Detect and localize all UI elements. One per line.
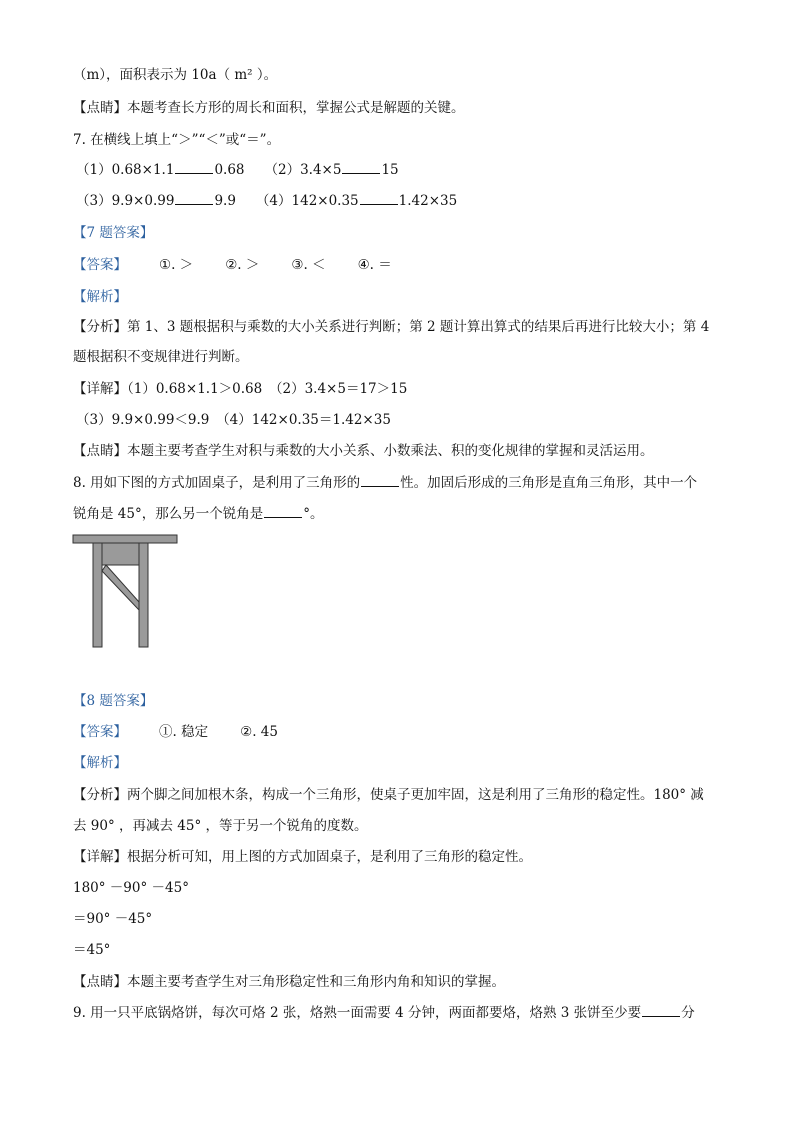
q8-text-1a: 8. 用如下图的方式加固桌子，是利用了三角形的	[73, 475, 361, 491]
q7-item-1b: 0.68	[214, 162, 245, 178]
q7-xiangjie-line-2: （3）9.9×0.99＜9.9 （4）142×0.35＝1.42×35	[76, 412, 391, 428]
q8-text-2b: °。	[303, 506, 324, 522]
q7-answer-heading: 【7 题答案】	[73, 225, 154, 241]
q8-dianjing-text: 本题主要考查学生对三角形稳定性和三角形内角和知识的掌握。	[127, 974, 505, 990]
reinforced-table-diagram	[72, 534, 178, 648]
q8-fenxi-line-2: 去 90° ，再减去 45° ，等于另一个锐角的度数。	[73, 818, 368, 834]
q9-text-a: 9. 用一只平底锅烙饼，每次可烙 2 张，烙熟一面需要 4 分钟，两面都要烙，烙熟 3 张饼至少要	[73, 1005, 642, 1021]
q8-line-1	[73, 474, 697, 492]
q7-title: 7. 在横线上填上“＞”“＜”或“＝”。	[73, 132, 281, 148]
q7-answer-1: ①. ＞	[159, 257, 194, 273]
q7-dianjing-line	[73, 442, 654, 460]
q7-fenxi-line-2: 题根据积不变规律进行判断。	[73, 349, 249, 365]
q7-item-4b: 1.42×35	[398, 193, 458, 209]
answer-tag: 【答案】	[73, 257, 127, 273]
q9-text-b: 分	[681, 1005, 695, 1021]
fenxi-tag: 【分析】	[73, 319, 127, 335]
q7-blank-3	[175, 192, 213, 205]
q7-answer-row	[73, 256, 392, 274]
dianjing-line-q6	[73, 99, 465, 117]
q8-text-1b: 性。加固后形成的三角形是直角三角形，其中一个	[400, 475, 698, 491]
q8-fenxi-text-1: 两个脚之间加根木条，构成一个三角形，使桌子更加牢固，这是利用了三角形的稳定性。180° 减	[127, 787, 704, 803]
q9-blank-1	[642, 1004, 680, 1017]
q7-answer-2: ②. ＞	[225, 257, 260, 273]
q8-answer-heading: 【8 题答案】	[73, 693, 154, 709]
q8-fenxi-line-1	[73, 786, 704, 804]
q8-answer-row	[73, 723, 278, 741]
dianjing-tag: 【点睛】	[73, 100, 127, 116]
q7-item-1a: （1）0.68×1.1	[76, 162, 175, 178]
q7-item-2b: 15	[381, 162, 399, 178]
table-top	[73, 535, 177, 543]
dianjing-text: 本题考查长方形的周长和面积，掌握公式是解题的关键。	[127, 100, 465, 116]
q8-calc-line-2: ＝90° －45°	[73, 911, 153, 927]
dianjing-tag: 【点睛】	[73, 443, 127, 459]
q7-blank-1	[175, 161, 213, 174]
q8-calc-line-1: 180° －90° －45°	[73, 880, 189, 896]
q8-dianjing-line	[73, 973, 505, 991]
xiangjie-tag: 【详解】	[73, 849, 127, 865]
q7-row-2	[76, 192, 457, 210]
text-line-area: （m），面积表示为 10a（ m² ）。	[73, 67, 278, 83]
q8-text-2a: 锐角是 45°，那么另一个锐角是	[73, 506, 264, 522]
q8-jiexi-heading: 【解析】	[73, 755, 127, 771]
q7-xiangjie-text-1: （1）0.68×1.1＞0.68 （2）3.4×5＝17＞15	[127, 381, 408, 397]
q7-dianjing-text: 本题主要考查学生对积与乘数的大小关系、小数乘法、积的变化规律的掌握和灵活运用。	[127, 443, 654, 459]
xiangjie-tag: 【详解】	[73, 381, 127, 397]
q8-answer-1: ①. 稳定	[159, 724, 209, 740]
q7-item-3b: 9.9	[214, 193, 236, 209]
table-leg-right	[139, 543, 148, 647]
q7-blank-4	[360, 192, 398, 205]
q8-answer-2: ②. 45	[240, 724, 278, 740]
q8-xiangjie-text: 根据分析可知，用上图的方式加固桌子，是利用了三角形的稳定性。	[127, 849, 532, 865]
q7-answer-3: ③. ＜	[291, 257, 326, 273]
q8-blank-2	[264, 505, 302, 518]
q7-blank-2	[342, 161, 380, 174]
q8-line-2	[73, 505, 323, 523]
q7-answer-4: ④. ＝	[357, 257, 392, 273]
q7-item-3a: （3）9.9×0.99	[76, 193, 175, 209]
q7-fenxi-line-1	[73, 318, 709, 336]
q7-fenxi-text-1: 第 1、3 题根据积与乘数的大小关系进行判断；第 2 题计算出算式的结果后再进行比较大小；第 4	[127, 319, 710, 335]
q8-blank-1	[361, 474, 399, 487]
q7-item-2a: （2）3.4×5	[264, 162, 342, 178]
dianjing-tag: 【点睛】	[73, 974, 127, 990]
q7-jiexi-heading: 【解析】	[73, 289, 127, 305]
diagonal-brace	[102, 565, 139, 610]
q7-row-1	[76, 161, 399, 179]
answer-tag: 【答案】	[73, 724, 127, 740]
q7-xiangjie-line-1	[73, 380, 407, 398]
q9-line-1	[73, 1004, 695, 1022]
table-leg-left	[93, 543, 102, 647]
table-apron	[102, 543, 139, 565]
q8-calc-line-3: ＝45°	[73, 942, 111, 958]
q8-xiangjie-line	[73, 848, 532, 866]
q7-item-4a: （4）142×0.35	[255, 193, 359, 209]
fenxi-tag: 【分析】	[73, 787, 127, 803]
